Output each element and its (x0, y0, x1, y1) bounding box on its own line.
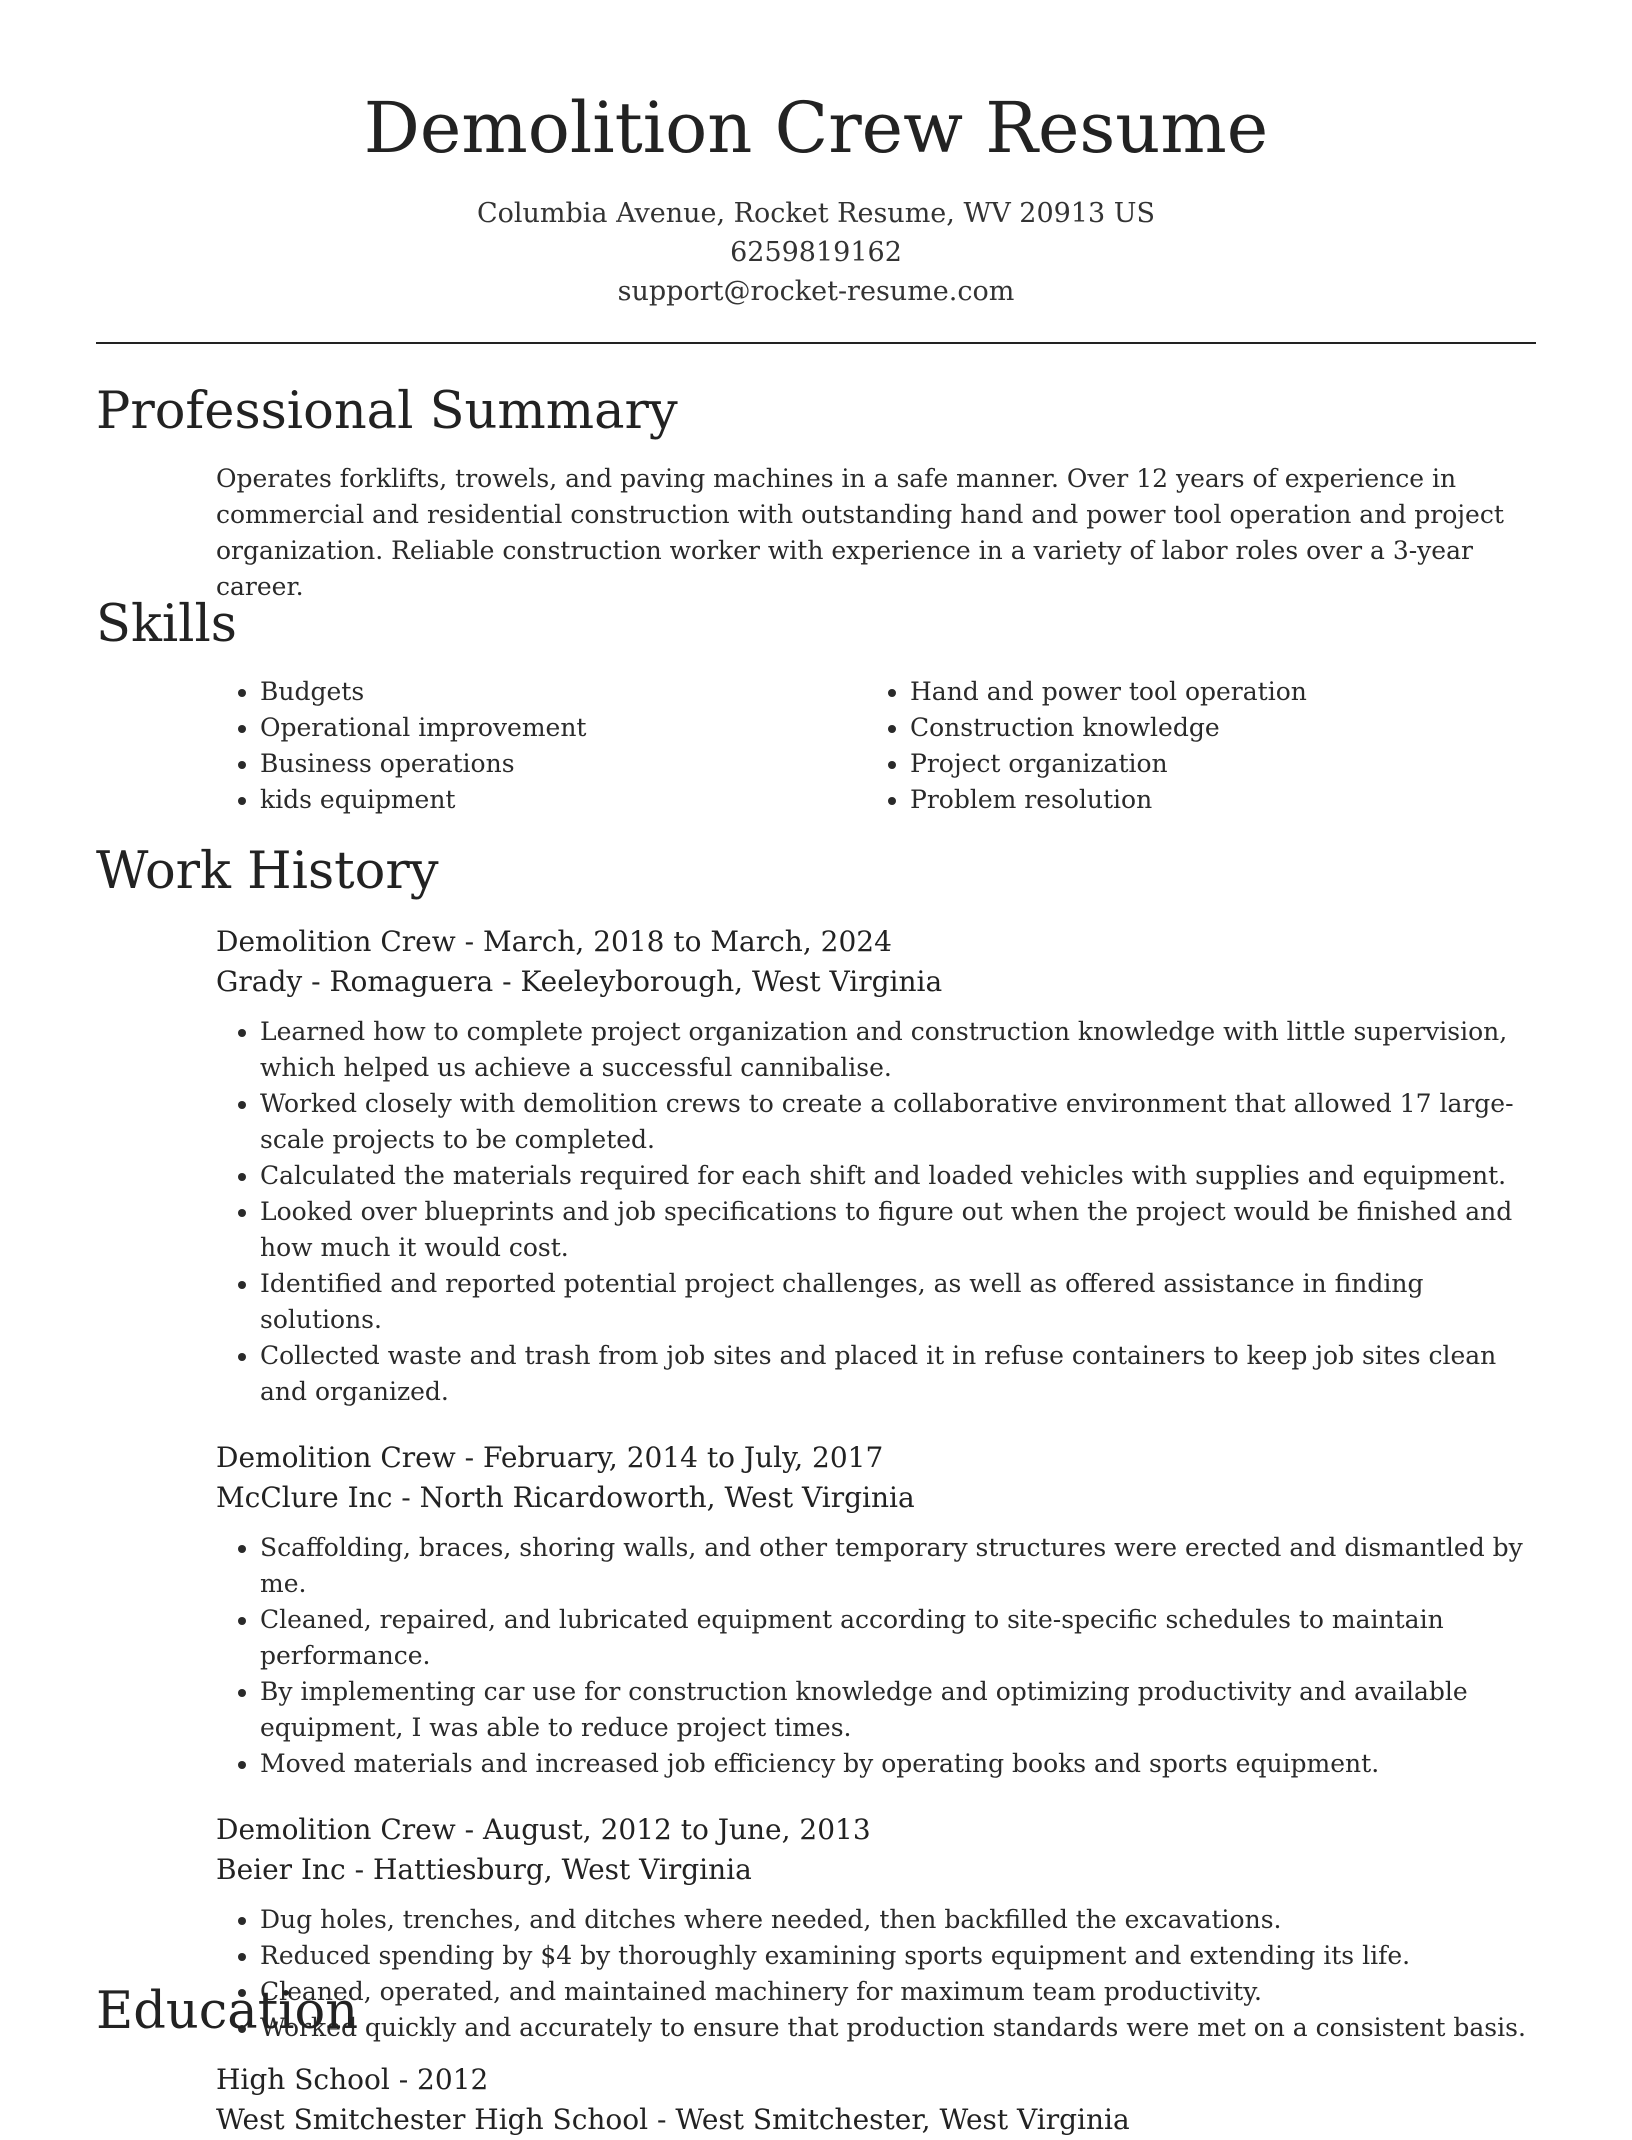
job-bullet: • Reduced spending by $4 by thoroughly examining sports equipment and extending its life. (260, 1938, 1536, 1974)
skill-item: • Project organization (910, 746, 1516, 782)
skill-item: • Problem resolution (910, 782, 1516, 818)
job-bullet: • Cleaned, operated, and maintained machinery for maximum team productivity. (260, 1974, 1536, 2010)
job-bullet: • Worked quickly and accurately to ensure that production standards were met on a consistent basis. (260, 2010, 1536, 2046)
job-bullet: • Looked over blueprints and job specifications to figure out when the project would be finished and how much it would cost. (260, 1194, 1536, 1266)
resume-title: Demolition Crew Resume (363, 87, 1269, 169)
job-entry (216, 1810, 1536, 2046)
skills-list-right (866, 674, 1516, 818)
job-bullet: • Collected waste and trash from job sites and placed it in refuse containers to keep job sites clean and organized. (260, 1338, 1536, 1410)
education-degree: High School - 2012 (216, 2063, 489, 2096)
job-company: McClure Inc - North Ricardoworth, West Virginia (216, 1481, 915, 1514)
contact-info (96, 194, 1536, 311)
skill-item: • Hand and power tool operation (910, 674, 1516, 710)
job-bullet: • Moved materials and increased job efficiency by operating books and sports equipment. (260, 1746, 1536, 1782)
skill-item: • Budgets (260, 674, 866, 710)
job-bullets (216, 1902, 1536, 2046)
job-title: Demolition Crew - August, 2012 to June, 2013 (216, 1813, 871, 1846)
job-entry (216, 922, 1536, 1410)
job-bullet: • Scaffolding, braces, shoring walls, and other temporary structures were erected and dismantled by me. (260, 1530, 1536, 1602)
education-school: West Smitchester High School - West Smitchester, West Virginia (216, 2103, 1130, 2136)
job-title: Demolition Crew - February, 2014 to July, 2017 (216, 1441, 884, 1474)
job-title: Demolition Crew - March, 2018 to March, 2024 (216, 925, 892, 958)
job-bullet: • Learned how to complete project organization and construction knowledge with little supervision, which helped us achieve a successful cannibalise. (260, 1014, 1536, 1086)
job-bullet: • Identified and reported potential project challenges, as well as offered assistance in finding solutions. (260, 1266, 1536, 1338)
job-bullet: • Calculated the materials required for each shift and loaded vehicles with supplies and equipment. (260, 1158, 1536, 1194)
job-bullet: • Dug holes, trenches, and ditches where needed, then backfilled the excavations. (260, 1902, 1536, 1938)
job-bullet: • Cleaned, repaired, and lubricated equipment according to site-specific schedules to maintain performance. (260, 1602, 1536, 1674)
skills-list-left (216, 674, 866, 818)
contact-email: support@rocket-resume.com (617, 276, 1015, 307)
job-bullet: • By implementing car use for construction knowledge and optimizing productivity and available equipment, I was able to reduce project times. (260, 1674, 1536, 1746)
job-entry (216, 1438, 1536, 1782)
contact-phone: 6259819162 (730, 237, 902, 268)
contact-address: Columbia Avenue, Rocket Resume, WV 20913 US (476, 198, 1156, 229)
job-bullet: • Worked closely with demolition crews to create a collaborative environment that allowed 17 large-scale projects to be completed. (260, 1086, 1536, 1158)
job-company: Grady - Romaguera - Keeleyborough, West Virginia (216, 965, 943, 998)
header-divider (96, 342, 1536, 344)
job-bullets (216, 1014, 1536, 1410)
work-history-section (216, 922, 1536, 2074)
skill-item: • kids equipment (260, 782, 866, 818)
skill-item: • Business operations (260, 746, 866, 782)
skills-heading: Skills (96, 595, 237, 654)
skills-section (216, 674, 1536, 818)
summary-section (216, 461, 1536, 605)
job-bullets (216, 1530, 1536, 1782)
job-company: Beier Inc - Hattiesburg, West Virginia (216, 1853, 752, 1886)
skills-column-right (866, 674, 1516, 818)
work-history-heading: Work History (96, 842, 439, 901)
skills-column-left (216, 674, 866, 818)
summary-text: Operates forklifts, trowels, and paving machines in a safe manner. Over 12 years of experience in commercial and residential construction with outstanding hand and power tool operation and project organization. Reliable construction worker with experience in a variety of labor roles over a 3-year career. (216, 464, 1504, 601)
skill-item: • Construction knowledge (910, 710, 1516, 746)
education-heading: Education (96, 1982, 359, 2041)
resume-header (96, 80, 1536, 311)
summary-heading: Professional Summary (96, 382, 678, 441)
skill-item: • Operational improvement (260, 710, 866, 746)
education-section (216, 2060, 1536, 2140)
